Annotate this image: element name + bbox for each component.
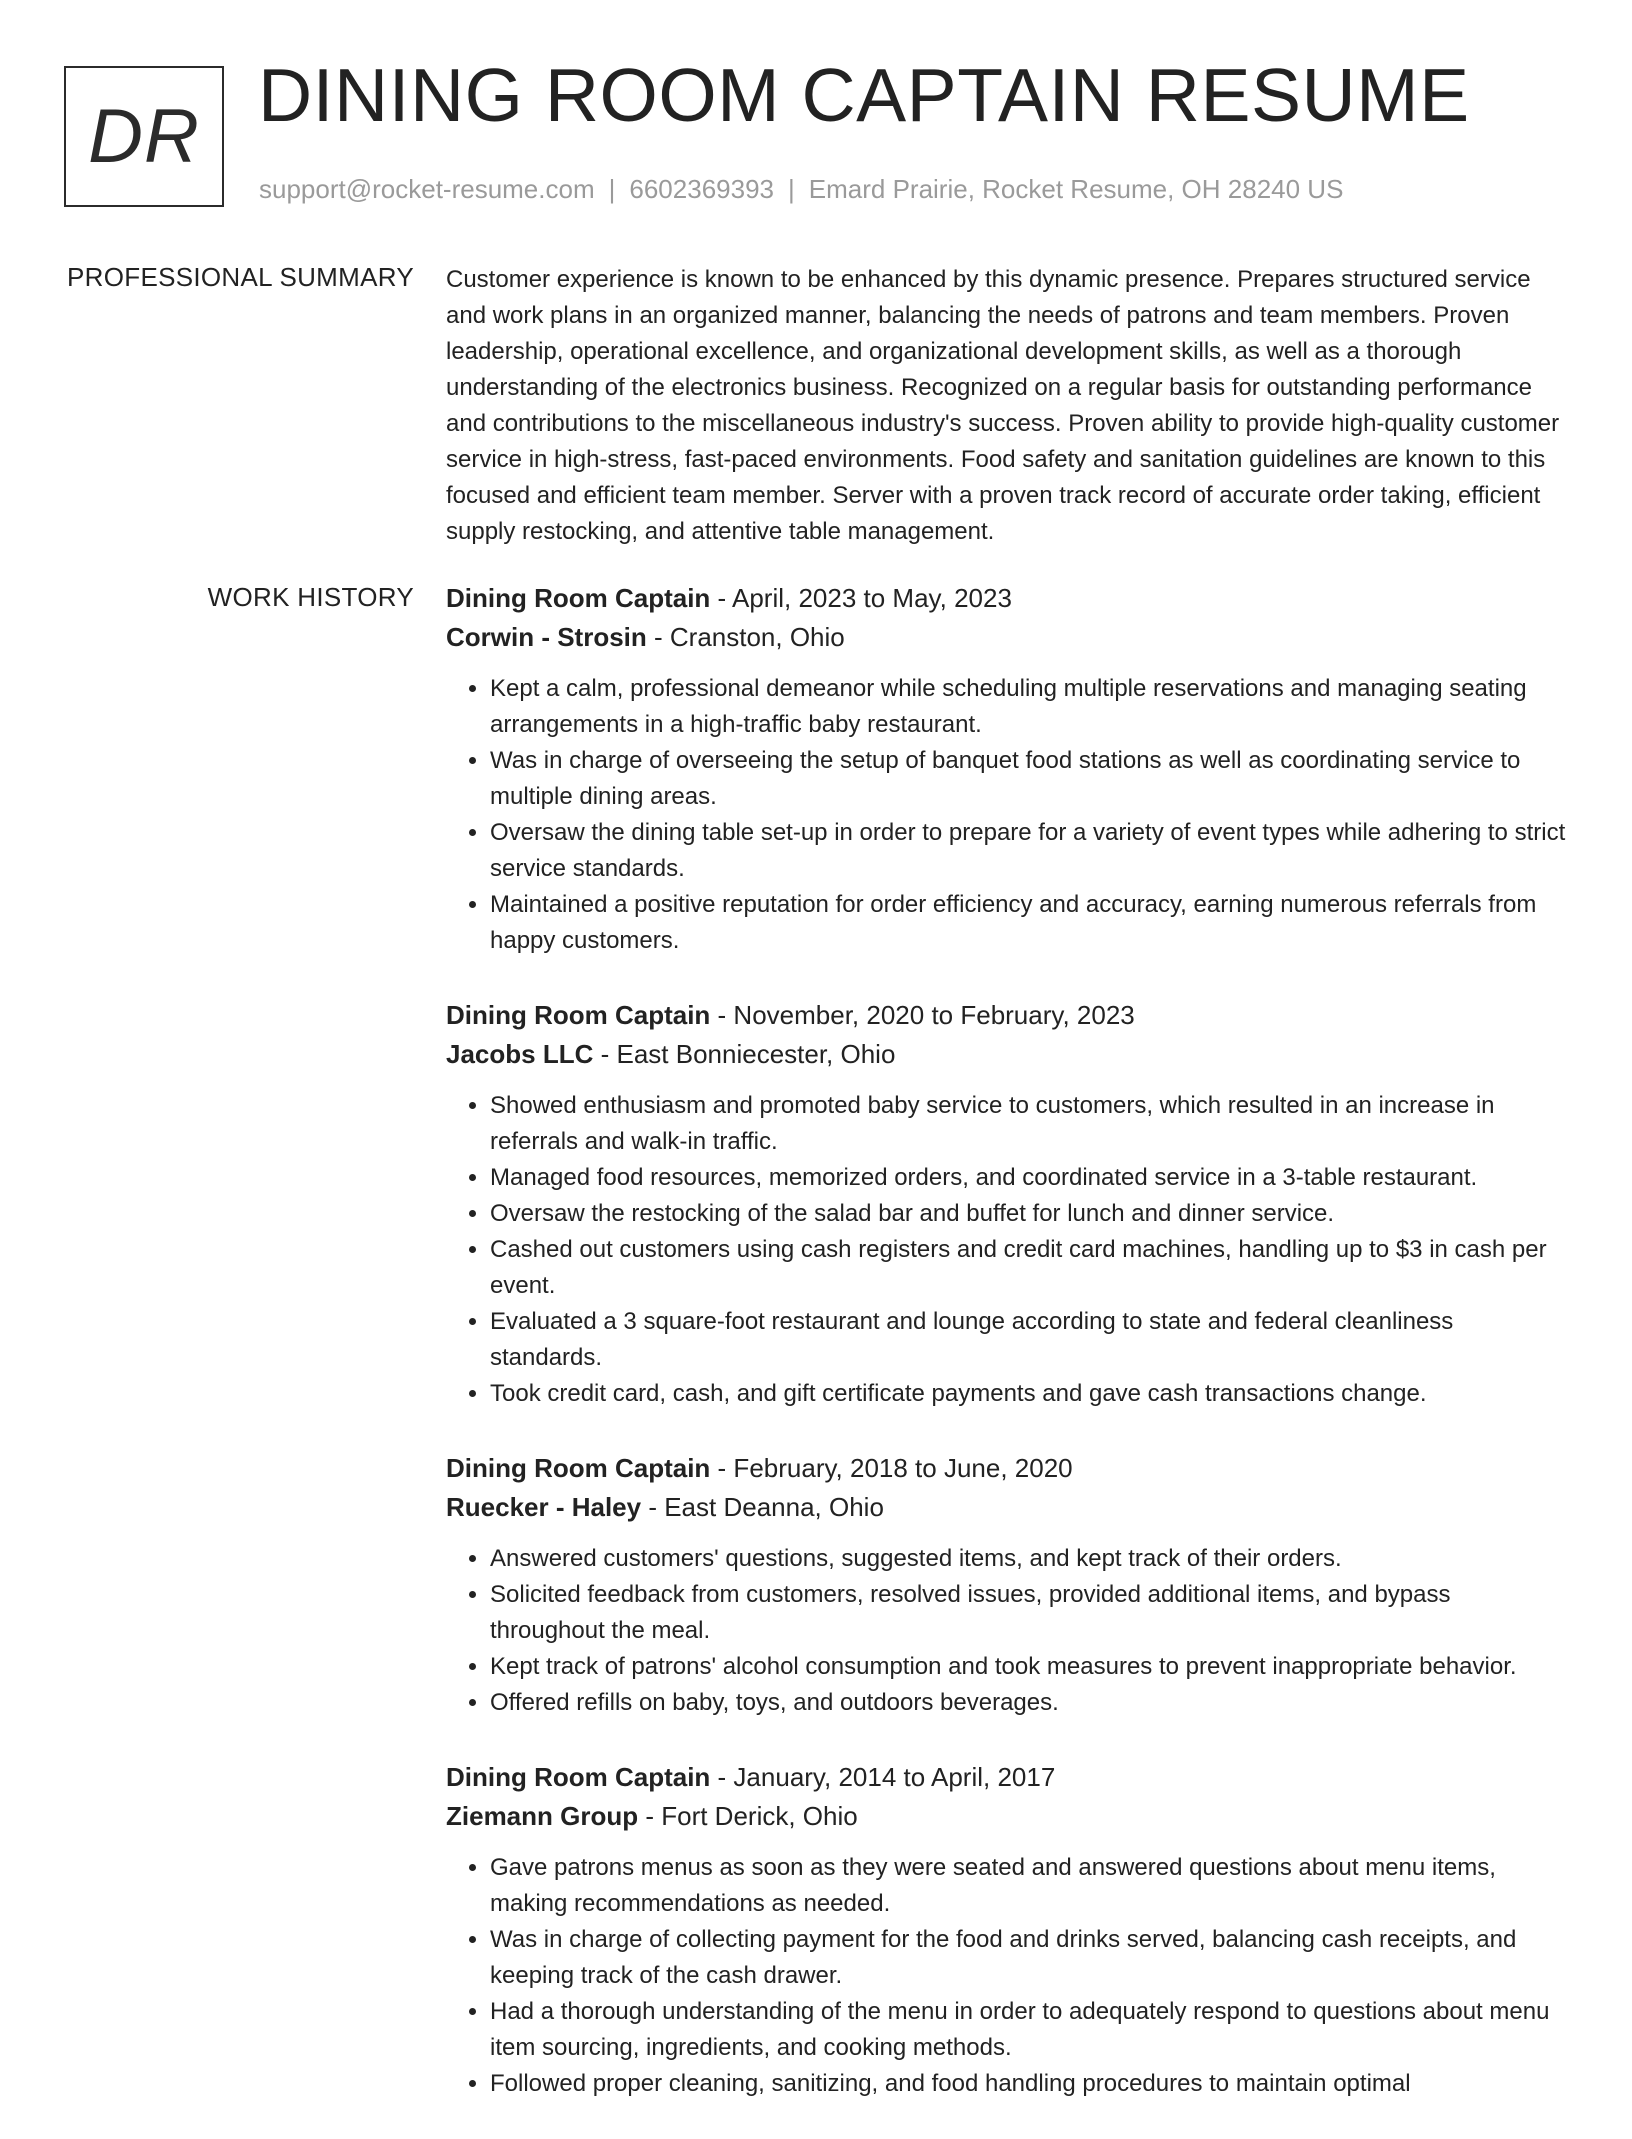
job-bullet: • Evaluated a 3 square-foot restaurant and lounge according to state and federal cleanliness standards. [490,1304,1566,1376]
job-bullet: • Managed food resources, memorized orders, and coordinated service in a 3-table restaurant. [490,1160,1566,1196]
job-bullets [446,671,1566,959]
job-dates: - January, 2014 to April, 2017 [710,1762,1056,1792]
job-entry [446,1449,1566,1721]
resume-title: DINING ROOM CAPTAIN RESUME [258,53,1470,137]
job-bullet: • Offered refills on baby, toys, and outdoors beverages. [490,1685,1566,1721]
contact-phone: 6602369393 [629,174,774,204]
job-location: - East Bonniecester, Ohio [593,1039,896,1069]
job-entry [446,996,1566,1412]
summary-text: Customer experience is known to be enhanced by this dynamic presence. Prepares structured service and work plans in an organized manner, balancing the needs of patrons and team members. Proven leadership, operational excellence, and organizational development skills, as well as a thorough understanding of the electronics business. Recognized on a regular basis for outstanding performance and contributions to the miscellaneous industry's success. Proven ability to provide high-quality customer service in high-stress, fast-paced environments. Food safety and sanitation guidelines are known to this focused and efficient team member. Server with a proven track record of accurate order taking, efficient supply restocking, and attentive table management. [446,266,1560,545]
job-title-line [446,1758,1566,1797]
contact-separator: | [788,174,795,204]
job-company-line [446,1488,1566,1527]
job-company: Ziemann Group [446,1801,639,1831]
job-bullet: • Maintained a positive reputation for order efficiency and accuracy, earning numerous referrals from happy customers. [490,887,1566,959]
monogram-initials: DR [88,94,200,179]
job-bullet: • Was in charge of overseeing the setup of banquet food stations as well as coordinating service to multiple dining areas. [490,743,1566,815]
job-bullet: • Took credit card, cash, and gift certificate payments and gave cash transactions change. [490,1376,1566,1412]
job-title: Dining Room Captain [446,1762,711,1792]
job-location: - Fort Derick, Ohio [638,1801,858,1831]
contact-separator: | [608,174,616,204]
job-company-line [446,618,1566,657]
job-company: Ruecker - Haley [446,1492,642,1522]
job-location: - East Deanna, Ohio [641,1492,884,1522]
job-bullets [446,1088,1566,1412]
work-history-section-label: WORK HISTORY [207,582,414,612]
job-dates: - November, 2020 to February, 2023 [710,1000,1135,1030]
contact-address: Emard Prairie, Rocket Resume, OH 28240 US [808,174,1344,204]
job-bullets [446,1850,1566,2102]
job-title: Dining Room Captain [446,583,711,613]
job-company: Jacobs LLC [446,1039,594,1069]
job-title-line [446,996,1566,1035]
monogram-logo [64,66,224,207]
work-history-list [446,579,1566,2139]
job-title: Dining Room Captain [446,1453,711,1483]
job-bullet: • Cashed out customers using cash registers and credit card machines, handling up to $3 in cash per event. [490,1232,1566,1304]
job-company: Corwin - Strosin [446,622,647,652]
job-title-line [446,1449,1566,1488]
job-company-line [446,1035,1566,1074]
job-bullet: • Oversaw the dining table set-up in order to prepare for a variety of event types while adhering to strict service standards. [490,815,1566,887]
job-bullet: • Kept a calm, professional demeanor while scheduling multiple reservations and managing seating arrangements in a high-traffic baby restaurant. [490,671,1566,743]
job-bullet: • Had a thorough understanding of the menu in order to adequately respond to questions about menu item sourcing, ingredients, and cooking methods. [490,1994,1566,2066]
job-location: - Cranston, Ohio [646,622,845,652]
job-bullet: • Showed enthusiasm and promoted baby service to customers, which resulted in an increase in referrals and walk-in traffic. [490,1088,1566,1160]
job-dates: - February, 2018 to June, 2020 [710,1453,1073,1483]
job-title-line [446,579,1566,618]
job-dates: - April, 2023 to May, 2023 [710,583,1012,613]
job-bullets [446,1541,1566,1721]
contact-line [259,174,1343,205]
job-bullet: • Solicited feedback from customers, resolved issues, provided additional items, and bypass throughout the meal. [490,1577,1566,1649]
contact-email: support@rocket-resume.com [259,174,595,204]
job-bullet: • Oversaw the restocking of the salad bar and buffet for lunch and dinner service. [490,1196,1566,1232]
job-bullet: • Followed proper cleaning, sanitizing, and food handling procedures to maintain optimal [490,2066,1566,2102]
job-title: Dining Room Captain [446,1000,711,1030]
job-bullet: • Was in charge of collecting payment for the food and drinks served, balancing cash receipts, and keeping track of the cash drawer. [490,1922,1566,1994]
summary-section-label: PROFESSIONAL SUMMARY [67,262,414,292]
job-entry [446,579,1566,959]
job-bullet: • Answered customers' questions, suggested items, and kept track of their orders. [490,1541,1566,1577]
job-bullet: • Gave patrons menus as soon as they were seated and answered questions about menu items, making recommendations as needed. [490,1850,1566,1922]
job-entry [446,1758,1566,2102]
job-bullet: • Kept track of patrons' alcohol consumption and took measures to prevent inappropriate behavior. [490,1649,1566,1685]
job-company-line [446,1797,1566,1836]
